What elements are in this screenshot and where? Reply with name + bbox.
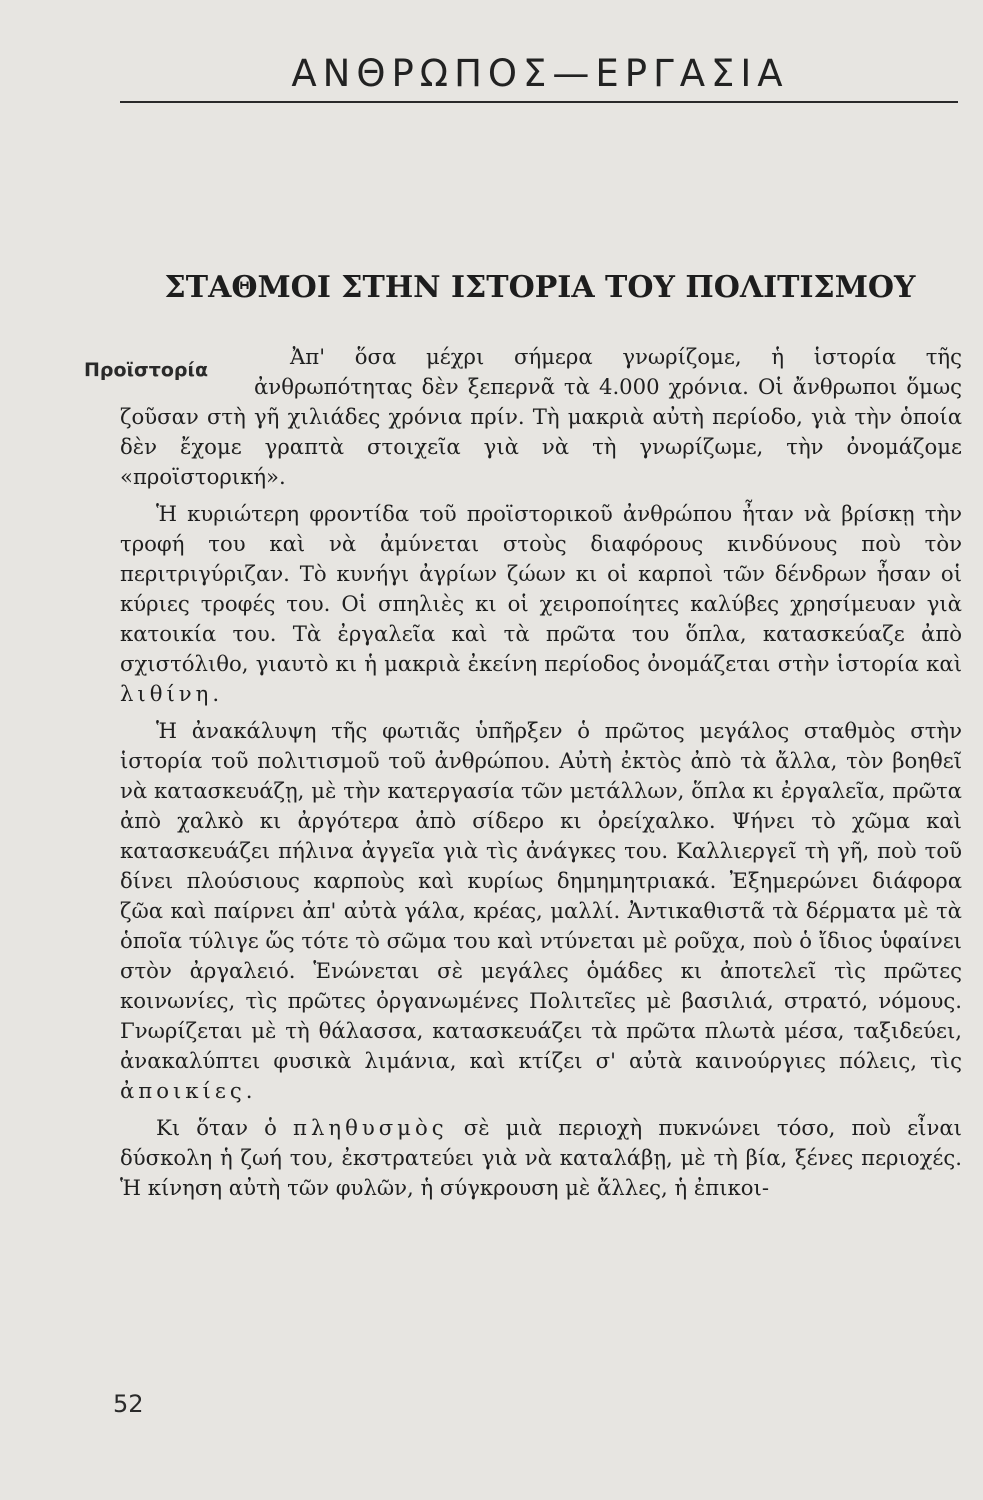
paragraph-4-start: Κι ὅταν ὁ xyxy=(156,1115,277,1140)
paragraph-4-text: σὲ μιὰ περιοχὴ πυκνώνει τόσο, ποὺ εἶναι δύσκολη ἡ ζωή του, ἐκστρατεύει γιὰ νὰ καταλάβῃ, μὲ τὴ βία, ξένες περιοχές. Ἡ κίνηση αὐτὴ τῶν φυλῶν, ἡ σύγκρουση μὲ ἄλλες, ἡ ἐπικοι- xyxy=(120,1115,962,1200)
body-text xyxy=(84,342,962,1203)
paragraph-3 xyxy=(120,716,962,1106)
paragraph-3-emphasis: ἀποικίες xyxy=(120,1078,246,1103)
paragraph-2 xyxy=(120,499,962,709)
chapter-title: ΣΤΑΘΜΟΙ ΣΤΗΝ ΙΣΤΟΡΙΑ ΤΟΥ ΠΟΛΙΤΙΣΜΟΥ xyxy=(164,270,916,305)
paragraph-2-text: Ἡ κυριώτερη φροντίδα τοῦ προϊστορικοῦ ἀνθρώπου ἦταν νὰ βρίσκῃ τὴν τροφή του καὶ νὰ ἀμύνεται στοὺς διαφόρους κινδύνους ποὺ τὸν περιτριγύριζαν. Τὸ κυνήγι ἀγρίων ζώων κι οἱ καρποὶ τῶν δένδρων ἦσαν οἱ κύριες τροφές του. Οἱ σπηλιὲς κι οἱ χειροποίητες καλύβες χρησίμευαν γιὰ κατοικία του. Τὰ ἐργαλεῖα καὶ τὰ πρῶτα του ὅπλα, κατασκεύαζε ἀπὸ σχιστόλιθο, γιαυτὸ κι ἡ μακριὰ ἐκείνη περίοδος ὀνομάζεται στὴν ἱστορία καὶ xyxy=(120,501,962,676)
margin-label-prehistory: Προϊστορία xyxy=(84,359,208,381)
paragraph-2-end: . xyxy=(212,681,220,706)
paragraph-4-emphasis: πληθυσμὸς xyxy=(293,1115,448,1140)
paragraph-2-emphasis: λιθίνη xyxy=(120,681,213,706)
header-rule xyxy=(120,101,958,103)
running-head: ΑΝΘΡΩΠΟΣ—ΕΡΓΑΣΙΑ xyxy=(291,52,789,95)
paragraph-1-text: Ἀπ' ὅσα μέχρι σήμερα γνωρίζομε, ἡ ἱστορία τῆς ἀνθρωπότητας δὲν ξεπερνᾶ τὰ 4.000 χρόνια. Οἱ ἄνθρωποι ὅμως ζοῦσαν στὴ γῆ χιλιάδες χρόνια πρίν. Τὴ μακριὰ αὐτὴ περίοδο, γιὰ τὴν ὁποία δὲν ἔχομε γραπτὰ στοιχεῖα γιὰ νὰ τὴ γνωρίζωμε, τὴν ὀνομάζομε «προϊστορική». xyxy=(120,344,962,489)
paragraph-3-text: Ἡ ἀνακάλυψη τῆς φωτιᾶς ὑπῆρξεν ὁ πρῶτος μεγάλος σταθμὸς στὴν ἱστορία τοῦ πολιτισμοῦ τοῦ ἀνθρώπου. Αὐτὴ ἐκτὸς ἀπὸ τὰ ἄλλα, τὸν βοηθεῖ νὰ κατασκευάζῃ, μὲ τὴν κατεργασία τῶν μετάλλων, ὅπλα κι ἐργαλεῖα, πρῶτα ἀπὸ χαλκὸ κι ἀργότερα ἀπὸ σίδερο κι ὀρείχαλκο. Ψήνει τὸ χῶμα καὶ κατασκευάζει πήλινα ἀγγεῖα γιὰ τὶς ἀνάγκες του. Καλλιεργεῖ τὴ γῆ, ποὺ τοῦ δίνει πλούσιους καρποὺς καὶ κυρίως δημημητριακά. Ἐξημερώνει διάφορα ζῶα καὶ παίρνει ἀπ' αὐτὰ γάλα, κρέας, μαλλί. Ἀντικαθιστᾶ τὰ δέρματα μὲ τὰ ὁποῖα τύλιγε ὥς τότε τὸ σῶμα του καὶ ντύνεται μὲ ροῦχα, ποὺ ὁ ἴδιος ὑφαίνει στὸν ἀργαλειό. Ἑνώνεται σὲ μεγάλες ὁμάδες κι ἀποτελεῖ τὶς πρῶτες κοινωνίες, τὶς πρῶτες ὀργανωμένες Πολιτεῖες μὲ βασιλιά, στρατό, νόμους. Γνωρίζεται μὲ τὴ θάλασσα, κατασκευάζει τὰ πρῶτα πλωτὰ μέσα, ταξιδεύει, ἀνακαλύπτει φυσικὰ λιμάνια, καὶ κτίζει σ' αὐτὰ καινούργιες πόλεις, τὶς xyxy=(120,718,962,1073)
paragraph-3-end: . xyxy=(245,1078,253,1103)
page-number: 52 xyxy=(113,1390,144,1418)
paragraph-4 xyxy=(120,1113,962,1203)
paragraph-1 xyxy=(84,342,962,492)
